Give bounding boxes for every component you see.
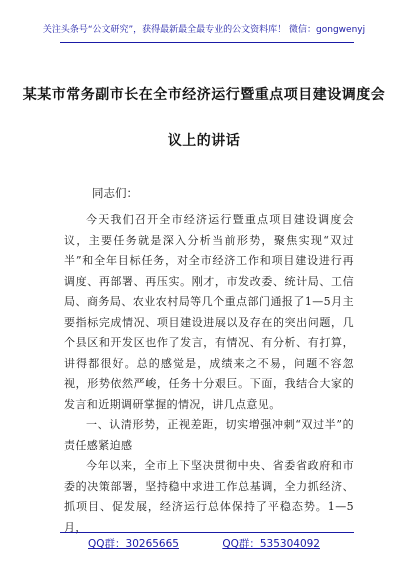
footer-divider [60, 532, 354, 533]
paragraph: 今年以来，全市上下坚决贯彻中央、省委省政府和市委的决策部署，坚持稳中求进工作总基调，全力抓经济、抓项目、促发展，经济运行总体保持了平稳态势。1—5月， [64, 459, 354, 534]
section-heading: 一、认清形势，正视差距，切实增强冲刺“双过半”的责任感紧迫感 [64, 418, 354, 452]
qq-group-link-2[interactable]: QQ群：535304092 [222, 538, 320, 550]
salutation: 同志们： [92, 186, 138, 200]
paragraph: 今天我们召开全市经济运行暨重点项目建设调度会议，主要任务就是深入分析当前形势，聚焦实现“双过半”和全年目标任务，对全市经济工作和项目建设进行再调度、再部署、再压实。刚才，市发改委、统计局、工信局、商务局、农业农村局等几个重点部门通报了1—5月主要指标完成情况、项目建设进展以及存在的突出问题，几个县区和开发区也作了发言，有情况、有分析、有打算，讲得都很好。总的感觉是，成绩来之不易，问题不容忽视，形势依然严峻，任务十分艰巨。下面，我结合大家的发言和近期调研掌握的情况，讲几点意见。 [64, 213, 354, 411]
header-notice: 关注头条号“公文研究”，获得最新最全最专业的公文资料库！ 微信：gongwenyj [42, 25, 366, 35]
footer [0, 536, 408, 551]
document-body [64, 210, 354, 538]
header-divider [60, 42, 354, 43]
qq-group-link-1[interactable]: QQ群：30265665 [88, 538, 179, 550]
document-title-line2: 议上的讲话 [167, 133, 241, 149]
document-title-line1: 某某市常务副市长在全市经济运行暨重点项目建设调度会 [22, 87, 386, 103]
